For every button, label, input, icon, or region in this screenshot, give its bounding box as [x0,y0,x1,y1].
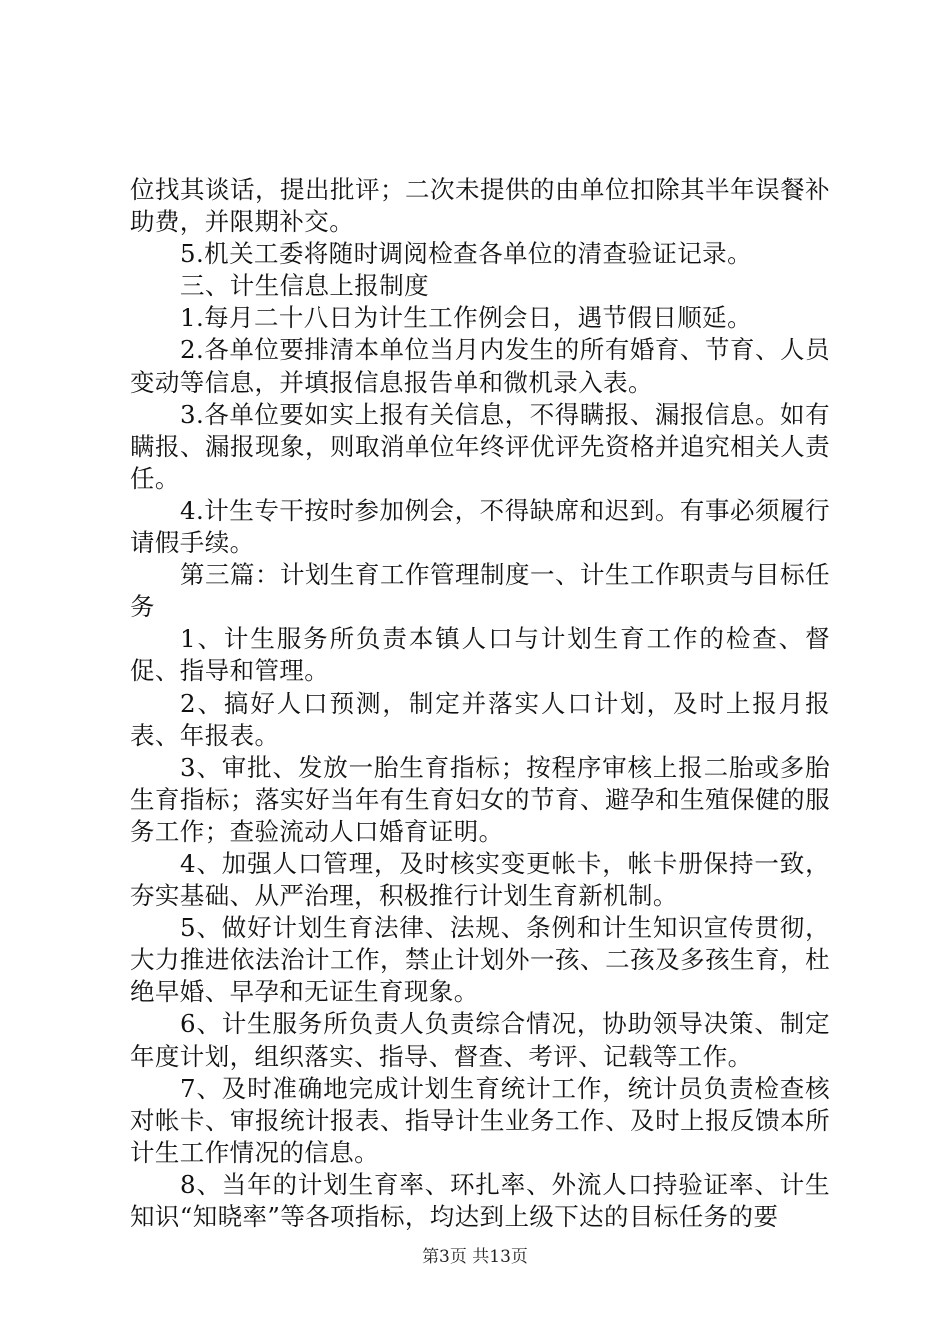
paragraph-4: 1.每月二十八日为计生工作例会日，遇节假日顺延。 [180,303,752,333]
page-number-footer: 第3页 共13页 [422,1247,528,1267]
paragraph-16: 8、当年的计划生育率、环扎率、外流人口持验证率、计生知识“知晓率”等各项指标，均达到上级下达的目标任务的要 [130,1169,830,1231]
paragraph-10: 2、搞好人口预测，制定并落实人口计划，及时上报月报表、年报表。 [130,688,830,750]
paragraph-13: 5、做好计划生育法律、法规、条例和计生知识宣传贯彻，大力推进依法治计工作，禁止计划外一孩、二孩及多孩生育，杜绝早婚、早孕和无证生育现象。 [130,913,830,1007]
paragraph-9: 1、计生服务所负责本镇人口与计划生育工作的检查、督促、指导和管理。 [130,624,830,686]
paragraph-1: 位找其谈话，提出批评；二次未提供的由单位扣除其半年误餐补助费，并限期补交。 [130,175,830,237]
section-heading: 三、计生信息上报制度 [180,271,429,301]
paragraph-7: 4.计生专干按时参加例会，不得缺席和迟到。有事必须履行请假手续。 [130,495,830,558]
paragraph-11: 3、审批、发放一胎生育指标；按程序审核上报二胎或多胎生育指标；落实好当年有生育妇女的节育、避孕和生殖保健的服务工作；查验流动人口婚育证明。 [130,752,830,846]
chapter-heading: 第三篇：计划生育工作管理制度一、计生工作职责与目标任务 [130,560,830,622]
paragraph-12: 4、加强人口管理，及时核实变更帐卡，帐卡册保持一致，夯实基础、从严治理，积极推行计划生育新机制。 [130,848,830,911]
paragraph-15: 7、及时准确地完成计划生育统计工作，统计员负责检查核对帐卡、审报统计报表、指导计生业务工作、及时上报反馈本所计生工作情况的信息。 [130,1073,830,1167]
paragraph-14: 6、计生服务所负责人负责综合情况，协助领导决策、制定年度计划，组织落实、指导、督查、考评、记载等工作。 [130,1009,830,1071]
document-body [130,174,830,1233]
paragraph-2: 5.机关工委将随时调阅检查各单位的清查验证记录。 [180,239,752,269]
paragraph-5: 2.各单位要排清本单位当月内发生的所有婚育、节育、人员变动等信息，并填报信息报告单和微机录入表。 [130,335,830,397]
paragraph-6: 3.各单位要如实上报有关信息，不得瞒报、漏报信息。如有瞒报、漏报现象，则取消单位年终评优评先资格并追究相关人责任。 [130,399,830,493]
